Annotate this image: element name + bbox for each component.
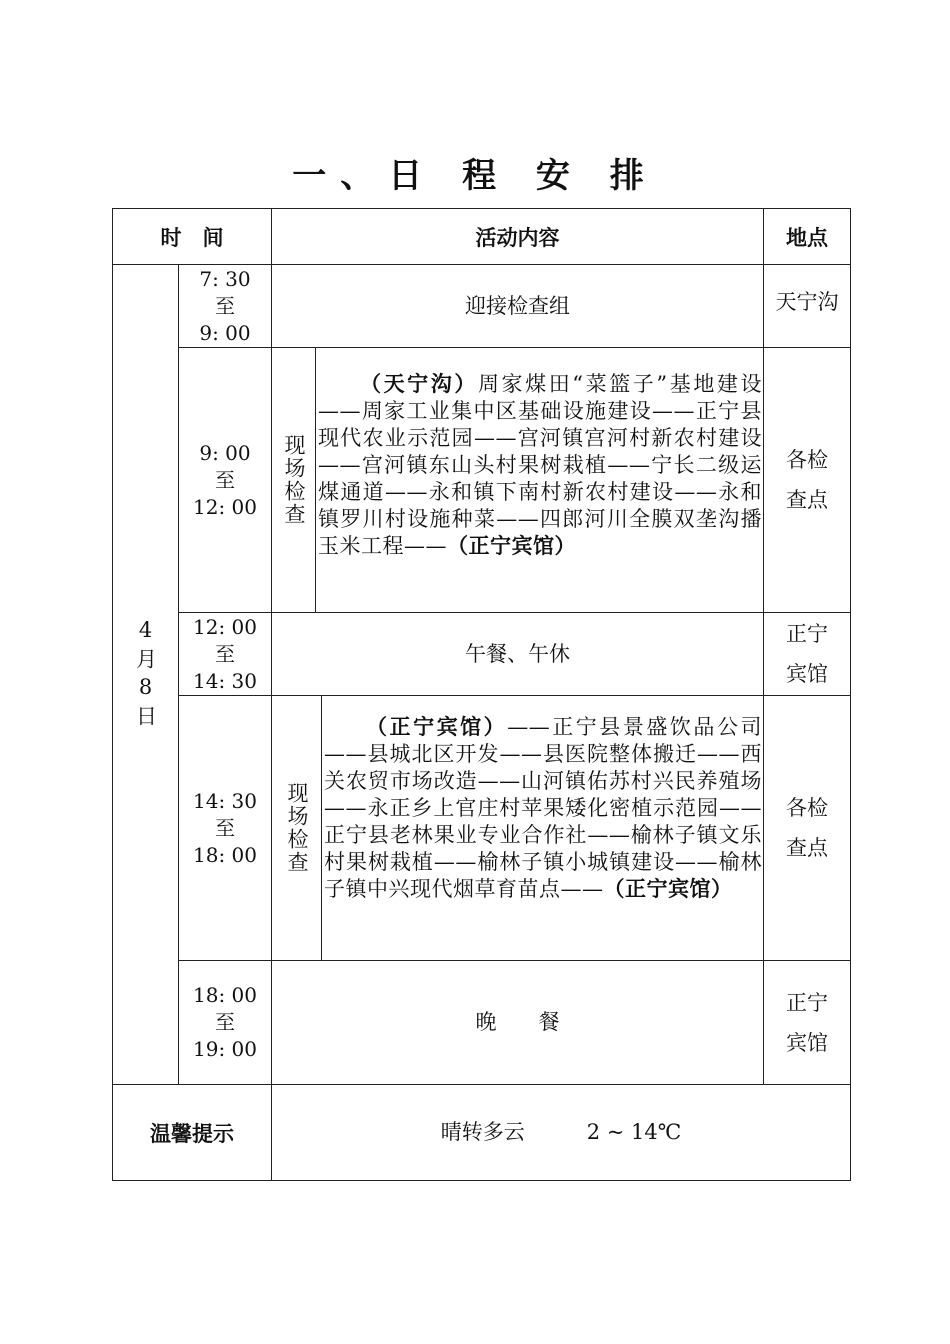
row3-place: 正宁宾馆 xyxy=(786,622,828,686)
row1-time: 7: 30 至 9: 00 xyxy=(199,266,251,345)
date-label: 4月8日 xyxy=(133,617,158,732)
row3-place-cell xyxy=(764,613,850,695)
row5-place-cell xyxy=(764,961,850,1084)
row2-end: （正宁宾馆） xyxy=(447,534,576,558)
row4-label-cell xyxy=(272,696,321,960)
footer-weather-cell xyxy=(272,1085,850,1180)
row4-content xyxy=(324,714,762,950)
footer-label: 温馨提示 xyxy=(150,1121,234,1146)
row4-place: 各检查点 xyxy=(786,796,828,860)
row1-content: 迎接检查组 xyxy=(465,293,570,318)
row3-time: 12: 00 至 14: 30 xyxy=(193,614,257,693)
row4-time: 14: 30 至 18: 00 xyxy=(193,788,257,867)
row2-body: 周家煤田“菜篮子”基地建设——周家工业集中区基础设施建设——正宁县现代农业示范园——宫河镇宫河村新农村建设——宫河镇东山头村果树栽植——宁长二级运煤通道——永和镇下南村新农村建设——永和镇罗川村设施种菜——四郎河川全膜双垄沟播玉米工程—— xyxy=(318,372,762,558)
page-title: 一、日 程 安 排 xyxy=(292,156,658,196)
row2-place-cell xyxy=(764,348,850,612)
row4-label: 现场检查 xyxy=(285,782,309,874)
row5-time: 18: 00 至 19: 00 xyxy=(193,983,257,1061)
row2-place: 各检查点 xyxy=(786,448,828,512)
row5-content: 晚 餐 xyxy=(475,1010,560,1034)
row2-start: （天宁沟） xyxy=(360,372,478,396)
weather-text: 晴转多云 xyxy=(440,1120,525,1144)
header-place: 地点 xyxy=(786,225,828,250)
row2-content xyxy=(318,371,762,607)
row5-place: 正宁宾馆 xyxy=(786,990,828,1055)
date-cell xyxy=(113,265,178,1084)
temperature-text: 2 ~ 14℃ xyxy=(586,1120,682,1144)
row2-time: 9: 00 至 12: 00 xyxy=(193,440,257,519)
row4-place-cell xyxy=(764,696,850,960)
row4-start: （正宁宾馆） xyxy=(366,715,508,739)
row2-label-cell xyxy=(272,348,315,612)
header-time: 时 间 xyxy=(160,225,224,250)
row4-end: （正宁宾馆） xyxy=(603,877,733,901)
row3-content: 午餐、午休 xyxy=(465,641,570,666)
row1-place: 天宁沟 xyxy=(775,290,839,314)
row2-label: 现场检查 xyxy=(282,434,306,526)
header-content: 活动内容 xyxy=(475,225,560,250)
row4-body: ——正宁县景盛饮品公司——县城北区开发——县医院整体搬迁——西关农贸市场改造——山河镇佑苏村兴民养殖场——永正乡上官庄村苹果矮化密植示范园——正宁县老林果业专业合作社——榆林子镇文乐村果树栽植——榆林子镇小城镇建设——榆林子镇中兴现代烟草育苗点—— xyxy=(324,715,763,901)
